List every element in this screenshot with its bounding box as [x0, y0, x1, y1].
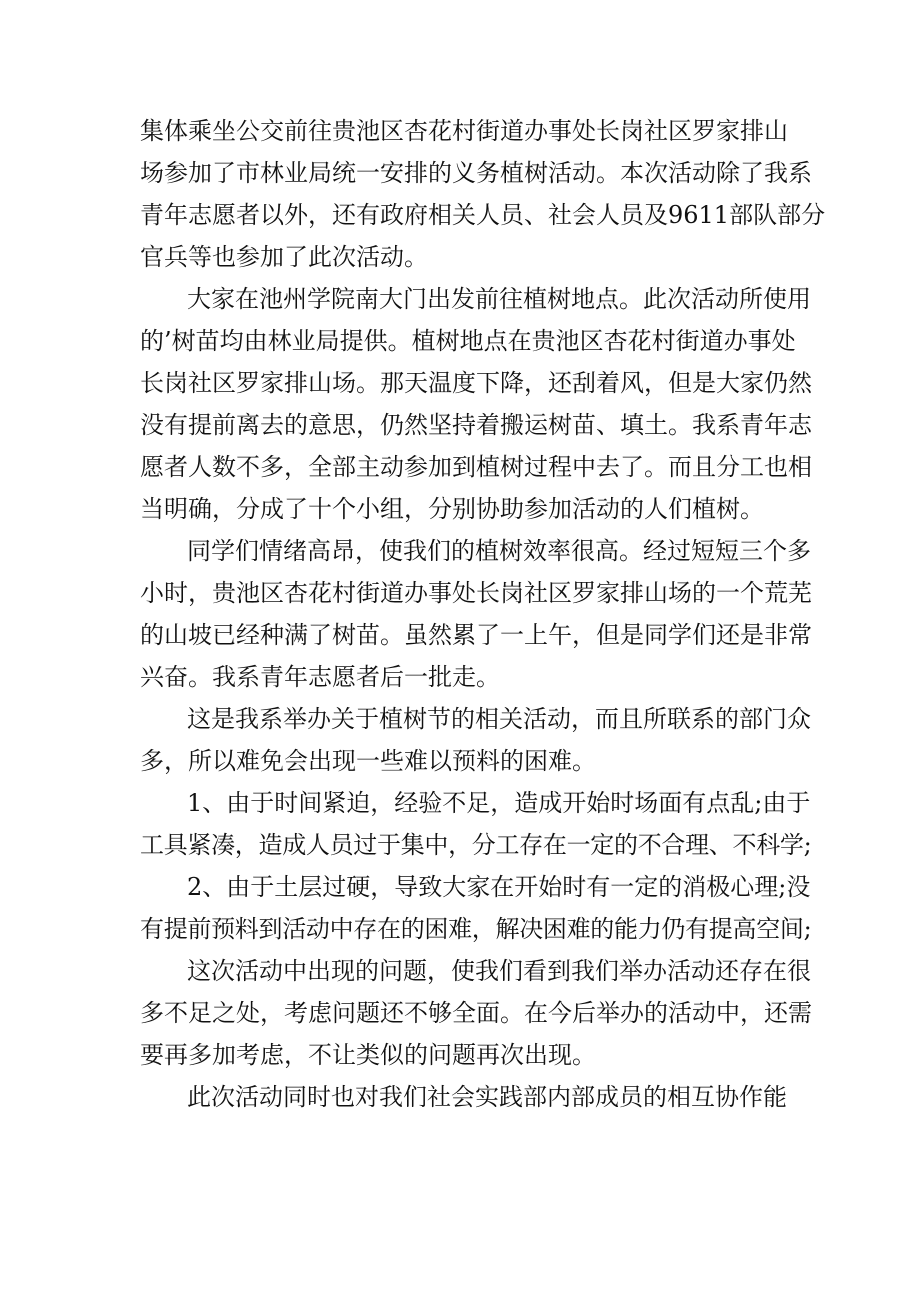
text-line: 青年志愿者以外，还有政府相关人员、社会人员及9611部队部分	[140, 201, 826, 229]
text-line: 多不足之处，考虑问题还不够全面。在今后举办的活动中，还需	[140, 999, 812, 1027]
paragraph-first-line: 这次活动中出现的问题，使我们看到我们举办活动还存在很	[187, 957, 811, 985]
text-line: 要再多加考虑，不让类似的问题再次出现。	[140, 1041, 596, 1069]
text-line: 的山坡已经种满了树苗。虽然累了一上午，但是同学们还是非常	[140, 621, 812, 649]
text-line: 有提前预料到活动中存在的困难，解决困难的能力仍有提高空间;	[140, 915, 812, 943]
text-line: 没有提前离去的意思，仍然坚持着搬运树苗、填土。我系青年志	[140, 411, 812, 439]
text-line: 当明确，分成了十个小组，分别协助参加活动的人们植树。	[140, 495, 764, 523]
text-line: 工具紧凑，造成人员过于集中，分工存在一定的不合理、不科学;	[140, 831, 812, 859]
list-item-1: 1、由于时间紧迫，经验不足，造成开始时场面有点乱;由于	[187, 789, 811, 817]
text-line: 兴奋。我系青年志愿者后一批走。	[140, 663, 500, 691]
paragraph-first-line: 大家在池州学院南大门出发前往植树地点。此次活动所使用	[187, 285, 811, 313]
text-line: 愿者人数不多，全部主动参加到植树过程中去了。而且分工也相	[140, 453, 812, 481]
paragraph-first-line: 同学们情绪高昂，使我们的植树效率很高。经过短短三个多	[187, 537, 811, 565]
text-line: 场参加了市林业局统一安排的义务植树活动。本次活动除了我系	[140, 159, 812, 187]
text-line: 的’树苗均由林业局提供。植树地点在贵池区杏花村街道办事处	[140, 327, 796, 355]
paragraph-first-line: 此次活动同时也对我们社会实践部内部成员的相互协作能	[187, 1083, 787, 1111]
paragraph-first-line: 这是我系举办关于植树节的相关活动，而且所联系的部门众	[187, 705, 811, 733]
text-line: 集体乘坐公交前往贵池区杏花村街道办事处长岗社区罗家排山	[140, 117, 788, 145]
text-line: 长岗社区罗家排山场。那天温度下降，还刮着风，但是大家仍然	[140, 369, 812, 397]
text-line: 官兵等也参加了此次活动。	[140, 243, 428, 271]
text-line: 多，所以难免会出现一些难以预料的困难。	[140, 747, 596, 775]
text-line: 小时，贵池区杏花村街道办事处长岗社区罗家排山场的一个荒芜	[140, 579, 812, 607]
body-text	[140, 110, 826, 1118]
list-item-2: 2、由于土层过硬，导致大家在开始时有一定的消极心理;没	[187, 873, 811, 901]
